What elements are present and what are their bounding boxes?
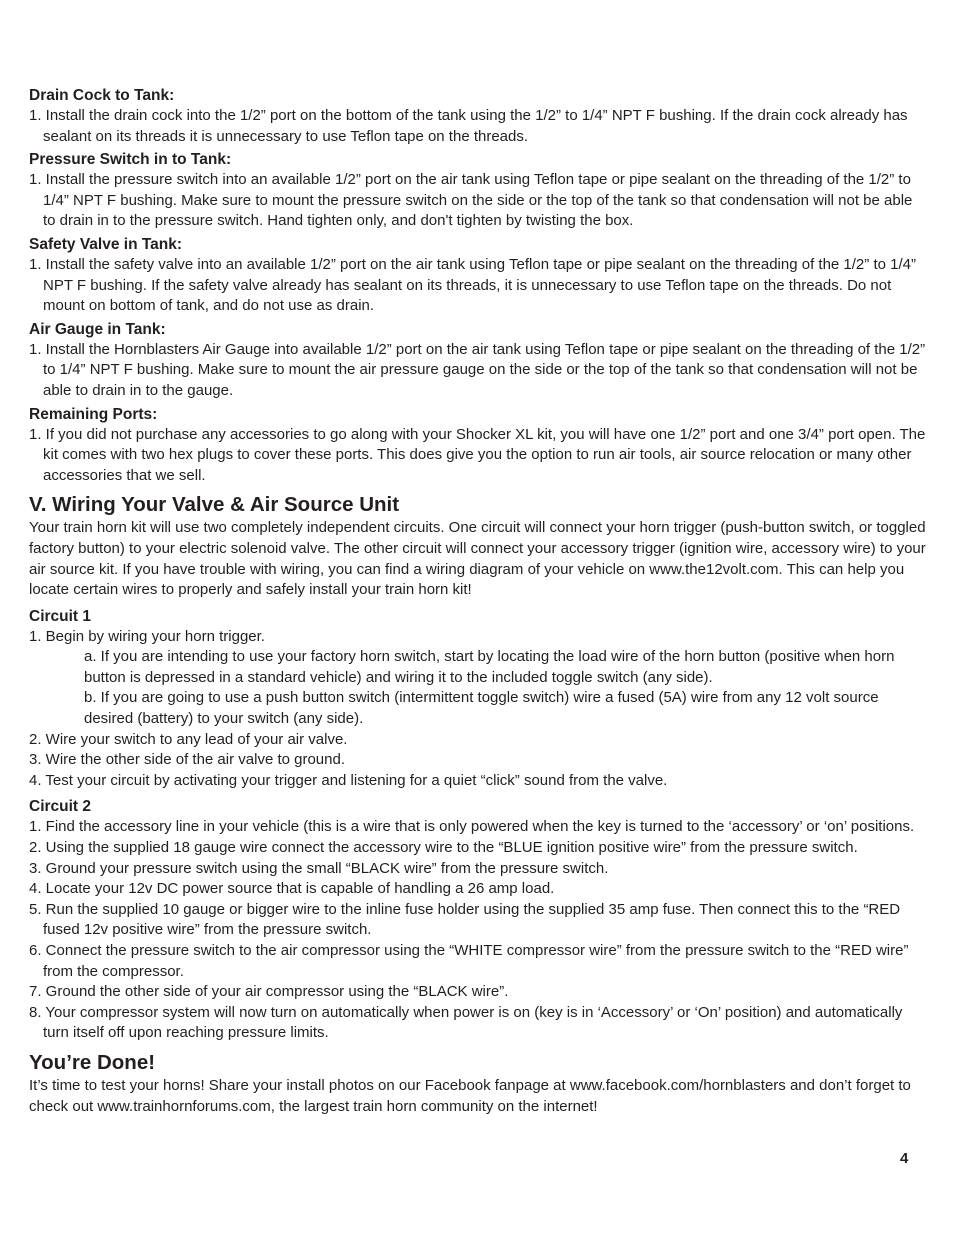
circuit-1-step-1: 1. Begin by wiring your horn trigger. bbox=[29, 627, 265, 645]
circuit-2-step-4: 4. Locate your 12v DC power source that is capable of handling a 26 amp load. bbox=[29, 880, 555, 898]
page-number: 4 bbox=[900, 1150, 909, 1167]
circuit-1-step-3: 3. Wire the other side of the air valve to ground. bbox=[29, 751, 346, 769]
safety-valve-heading: Safety Valve in Tank: bbox=[29, 235, 183, 253]
circuit-2-step-5: 5. Run the supplied 10 gauge or bigger wire to the inline fuse holder using the supplied 35 amp fuse. Then connect this to the “RED fused 12v positive wire” from the pressure switch. bbox=[29, 900, 901, 939]
circuit-2-step-6: 6. Connect the pressure switch to the air compressor using the “WHITE compressor wire” from the pressure switch to the “RED wire” from the compressor. bbox=[29, 942, 909, 980]
drain-cock-step-1: 1. Install the drain cock into the 1/2” port on the bottom of the tank using the 1/2” to 1/4” NPT F bushing. If the drain cock already has sealant on its threads it is unnecessary to use Teflon tape on the threads. bbox=[29, 107, 908, 145]
remaining-ports-step-1: 1. If you did not purchase any accessories to go along with your Shocker XL kit, you will have one 1/2” port and one 3/4” port open. The kit comes with two hex plugs to cover these ports. This does give you the option to run air tools, air source relocation or many other accessories that we sell. bbox=[29, 425, 926, 484]
drain-cock-heading: Drain Cock to Tank: bbox=[29, 87, 175, 104]
done-title: You’re Done! bbox=[29, 1050, 156, 1074]
air-gauge-step-1: 1. Install the Hornblasters Air Gauge into available 1/2” port on the air tank using Teflon tape or pipe sealant on the threading of the 1/2” to 1/4” NPT F bushing. Make sure to mount the air pressure gauge on the side or the top of the tank so that condensation will not be able to drain in to the gauge. bbox=[29, 340, 926, 399]
circuit-2-step-1: 1. Find the accessory line in your vehicle (this is a wire that is only powered when the key is turned to the ‘accessory’ or ‘on’ positions. bbox=[29, 818, 915, 836]
circuit-1-step-4: 4. Test your circuit by activating your trigger and listening for a quiet “click” sound from the valve. bbox=[29, 771, 668, 789]
air-gauge-heading: Air Gauge in Tank: bbox=[29, 320, 166, 338]
document-page bbox=[29, 86, 929, 1117]
circuit-2-step-8: 8. Your compressor system will now turn on automatically when power is on (key is in ‘Accessory’ or ‘On’ position) and automatically turn itself off upon reaching pressure limits. bbox=[29, 1003, 903, 1042]
circuit-1-heading: Circuit 1 bbox=[29, 607, 92, 625]
remaining-ports-heading: Remaining Ports: bbox=[29, 405, 158, 423]
wiring-intro: Your train horn kit will use two completely independent circuits. One circuit will connect your horn trigger (push-button switch, or toggled factory button) to your electric solenoid valve. The other circuit will connect your accessory trigger (ignition wire, accessory wire) to your air source kit. If you have trouble with wiring, you can find a wiring diagram of your vehicle on www.the12volt.com. This can help you locate certain wires to properly and safely install your train horn kit! bbox=[29, 519, 926, 599]
safety-valve-step-1: 1. Install the safety valve into an available 1/2” port on the air tank using Teflon tape or pipe sealant on the threading of the 1/2” to 1/4” NPT F bushing. If the safety valve already has sealant on its threads, it is unnecessary to use Teflon tape on the threads. Do not mount on bottom of tank, and do not use as drain. bbox=[29, 255, 916, 315]
circuit-2-step-3: 3. Ground your pressure switch using the small “BLACK wire” from the pressure switch. bbox=[29, 859, 609, 877]
circuit-1-substep-b: b. If you are going to use a push button switch (intermittent toggle switch) wire a fused (5A) wire from any 12 volt source desired (battery) to your switch (any side). bbox=[84, 689, 879, 728]
wiring-section-title: V. Wiring Your Valve & Air Source Unit bbox=[29, 493, 400, 517]
pressure-switch-step-1: 1. Install the pressure switch into an available 1/2” port on the air tank using Teflon tape or pipe sealant on the threading of the 1/2” to 1/4” NPT F bushing. Make sure to mount the pressure switch on the side or the top of the tank so that condensation will not be able to drain in to the pressure switch. Hand tighten only, and don't tighten by twisting the box. bbox=[29, 171, 913, 230]
circuit-2-step-7: 7. Ground the other side of your air compressor using the “BLACK wire”. bbox=[29, 983, 509, 1001]
done-text: It’s time to test your horns! Share your install photos on our Facebook fanpage at www.facebook.com/hornblasters and don’t forget to check out www.trainhornforums.com, the largest train horn community on the internet! bbox=[29, 1076, 911, 1115]
circuit-2-heading: Circuit 2 bbox=[29, 798, 92, 816]
pressure-switch-heading: Pressure Switch in to Tank: bbox=[29, 151, 232, 169]
circuit-1-substep-a: a. If you are intending to use your factory horn switch, start by locating the load wire of the horn button (positive when horn button is depressed in a standard vehicle) and wiring it to the included toggle switch (any side). bbox=[84, 648, 895, 686]
circuit-1-step-2: 2. Wire your switch to any lead of your air valve. bbox=[29, 730, 348, 748]
circuit-2-step-2: 2. Using the supplied 18 gauge wire connect the accessory wire to the “BLUE ignition positive wire” from the pressure switch. bbox=[29, 839, 858, 857]
